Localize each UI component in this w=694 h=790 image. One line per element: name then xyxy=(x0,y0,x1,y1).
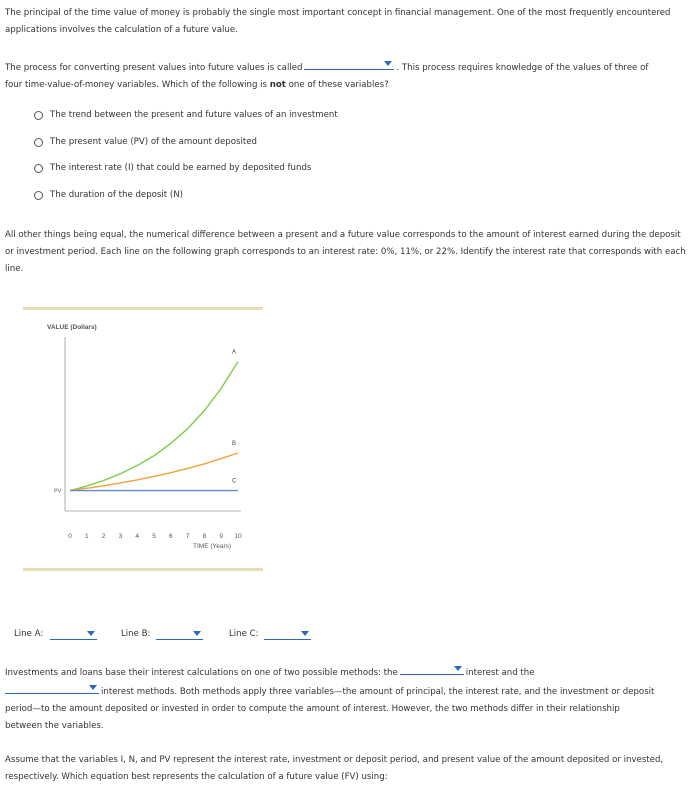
x-tick-label: 4 xyxy=(135,533,140,540)
x-tick-label: 5 xyxy=(152,533,156,540)
series-label-c: C xyxy=(232,478,237,485)
q1-bold-not: not xyxy=(269,80,286,90)
option-label: The trend between the present and future values of an investment xyxy=(50,110,338,120)
x-axis-label: TIME (Years) xyxy=(193,543,232,550)
x-tick-label: 10 xyxy=(234,533,242,540)
x-tick-label: 3 xyxy=(118,533,123,540)
line-a-label: Line A: xyxy=(14,629,44,639)
q3-line3: period—to the amount deposited or invested in order to compute the amount of interest. However, the two methods differ in their relationship xyxy=(5,704,620,714)
q1-text-after: . This process requires knowledge of the values of three of xyxy=(396,63,649,73)
graph-panel xyxy=(23,307,263,571)
graph-top-divider xyxy=(23,307,263,310)
future-value-chart xyxy=(23,315,263,565)
q1-line2-after: one of these variables? xyxy=(288,80,389,90)
q2-text: All other things being equal, the numerical difference between a present and a future value corresponds to the amount of interest earned during the deposit or investment period. Each line on the following graph corresponds to an interest rate: 0%, 11%, or 22%. Identify the interest rate that corresponds with each line. xyxy=(5,230,686,274)
q1-line2-before: four time-value-of-money variables. Which of the following is xyxy=(5,80,268,90)
x-tick-label: 2 xyxy=(101,533,106,540)
option-interest-rate[interactable] xyxy=(34,160,311,176)
x-tick-label: 0 xyxy=(68,533,72,540)
chevron-down-icon xyxy=(301,631,309,636)
option-present-value[interactable] xyxy=(34,134,257,150)
method-1-dropdown[interactable] xyxy=(400,663,464,675)
intro-text: The principal of the time value of money is probably the single most important concept in financial management. One of the most frequently encountered applications involves the calculation of a future value. xyxy=(5,8,671,35)
line-select-row xyxy=(0,626,694,642)
pv-start-label: PV xyxy=(54,488,62,495)
radio-button[interactable] xyxy=(34,164,43,173)
radio-button[interactable] xyxy=(34,111,43,120)
radio-button[interactable] xyxy=(34,191,43,200)
x-tick-label: 1 xyxy=(84,533,89,540)
chevron-down-icon xyxy=(89,685,97,690)
process-dropdown[interactable] xyxy=(304,58,394,70)
series-label-b: B xyxy=(232,440,237,447)
x-tick-label: 8 xyxy=(202,533,207,540)
q3-before: Investments and loans base their interest calculations on one of two possible methods: the xyxy=(5,668,398,678)
x-tick-label: 6 xyxy=(168,533,173,540)
option-label: The present value (PV) of the amount deposited xyxy=(50,137,257,147)
graph-bottom-divider xyxy=(23,568,263,571)
series-label-a: A xyxy=(232,349,237,356)
radio-button[interactable] xyxy=(34,138,43,147)
line-c-dropdown[interactable] xyxy=(264,626,311,640)
x-tick-label: 7 xyxy=(185,533,190,540)
option-label: The interest rate (I) that could be earned by deposited funds xyxy=(50,163,312,173)
chevron-down-icon xyxy=(454,666,462,671)
chevron-down-icon xyxy=(384,61,392,66)
option-duration[interactable] xyxy=(34,187,183,203)
line-b-label: Line B: xyxy=(121,629,151,639)
x-tick-label: 9 xyxy=(219,533,224,540)
q3-mid: interest and the xyxy=(465,668,535,678)
series-line-b xyxy=(70,453,238,491)
q3-after: interest methods. Both methods apply three variables—the amount of principal, the interest rate, and the investment or deposit xyxy=(101,687,655,697)
series-line-a xyxy=(70,362,238,491)
q1-prompt xyxy=(5,58,689,94)
q3-text xyxy=(5,663,689,735)
chevron-down-icon xyxy=(193,631,201,636)
line-b-dropdown[interactable] xyxy=(156,626,203,640)
y-axis-label: VALUE (Dollars) xyxy=(47,324,97,331)
line-c-label: Line C: xyxy=(229,629,259,639)
q3-line4: between the variables. xyxy=(5,721,104,731)
q1-text-before: The process for converting present values into future values is called xyxy=(5,63,303,73)
chevron-down-icon xyxy=(87,631,95,636)
option-trend[interactable] xyxy=(34,107,338,123)
option-label: The duration of the deposit (N) xyxy=(50,190,184,200)
method-2-dropdown[interactable] xyxy=(5,682,99,694)
q4-text: Assume that the variables I, N, and PV represent the interest rate, investment or deposit period, and present value of the amount deposited or invested, respectively. Which equation best represents the calculation of a future value (FV) using: xyxy=(5,755,664,782)
line-a-dropdown[interactable] xyxy=(50,626,97,640)
